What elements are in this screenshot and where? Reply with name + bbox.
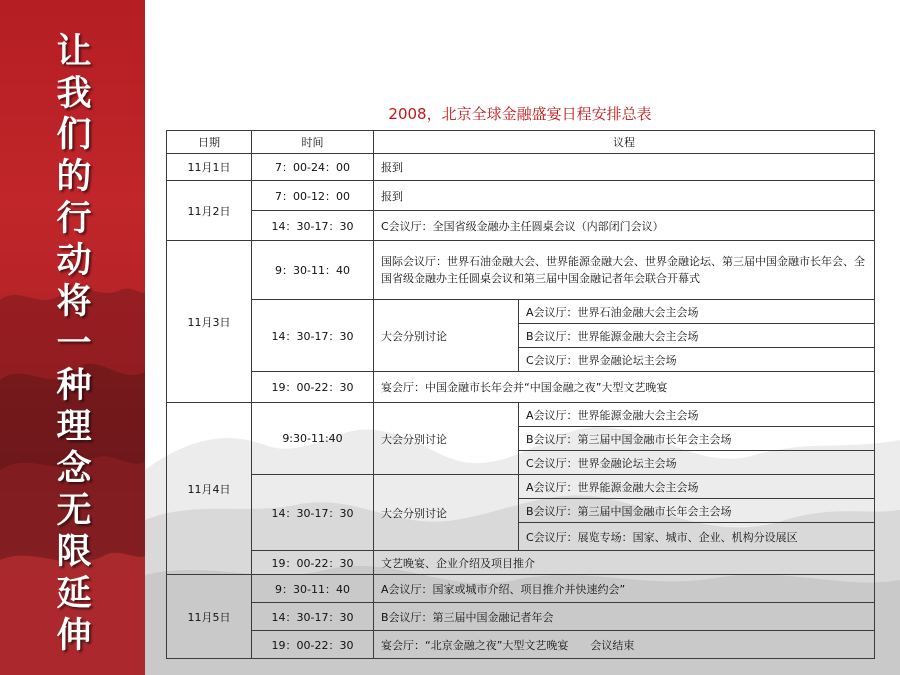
time-cell: 19：00-22：30 bbox=[252, 631, 374, 659]
slogan-char: 延 bbox=[56, 574, 92, 615]
time-cell: 14：30-17：30 bbox=[252, 475, 374, 551]
slogan-char: 们 bbox=[56, 115, 92, 156]
agenda-cell: 报到 bbox=[374, 181, 875, 211]
slogan-char: 理 bbox=[56, 407, 92, 448]
header-row bbox=[167, 131, 875, 154]
slogan-char: 无 bbox=[56, 490, 92, 531]
table-row bbox=[167, 475, 875, 499]
time-cell: 14：30-17：30 bbox=[252, 211, 374, 241]
table-row bbox=[167, 211, 875, 241]
table-row bbox=[167, 603, 875, 631]
date-cell: 11月3日 bbox=[167, 241, 252, 403]
time-cell: 19：00-22：30 bbox=[252, 551, 374, 575]
schedule-table bbox=[166, 130, 875, 659]
session-cell: 大会分别讨论 bbox=[374, 300, 519, 372]
hall-cell: B会议厅：第三届中国金融市长年会主会场 bbox=[519, 499, 875, 523]
slogan-char: 伸 bbox=[56, 615, 92, 656]
agenda-cell: 宴会厅：“北京金融之夜”大型文艺晚宴 会议结束 bbox=[374, 631, 875, 659]
table-row bbox=[167, 241, 875, 300]
agenda-cell: 文艺晚宴、企业介绍及项目推介 bbox=[374, 551, 875, 575]
hall-cell: A会议厅：世界石油金融大会主会场 bbox=[519, 300, 875, 324]
hall-cell: A会议厅：世界能源金融大会主会场 bbox=[519, 475, 875, 499]
table-row bbox=[167, 403, 875, 427]
time-cell: 14：30-17：30 bbox=[252, 300, 374, 372]
slogan-char: 将 bbox=[56, 282, 92, 323]
slogan-char: 种 bbox=[56, 365, 92, 406]
time-cell: 9：30-11：40 bbox=[252, 241, 374, 300]
slogan-char: 的 bbox=[56, 157, 92, 198]
date-cell: 11月5日 bbox=[167, 575, 252, 659]
session-cell: 大会分别讨论 bbox=[374, 475, 519, 551]
hall-cell: B会议厅：第三届中国金融市长年会主会场 bbox=[519, 427, 875, 451]
slogan-char: 一 bbox=[56, 323, 92, 364]
header-date: 日期 bbox=[167, 131, 252, 154]
time-cell: 14：30-17：30 bbox=[252, 603, 374, 631]
table-row bbox=[167, 551, 875, 575]
agenda-cell: C会议厅：全国省级金融办主任圆桌会议（内部闭门会议） bbox=[374, 211, 875, 241]
hall-cell: C会议厅：世界金融论坛主会场 bbox=[519, 348, 875, 372]
vertical-slogan bbox=[50, 32, 98, 658]
table-row bbox=[167, 372, 875, 403]
slogan-char: 行 bbox=[56, 198, 92, 239]
date-cell: 11月1日 bbox=[167, 154, 252, 181]
table-row bbox=[167, 631, 875, 659]
hall-cell: C会议厅：展览专场：国家、城市、企业、机构分设展区 bbox=[519, 523, 875, 551]
time-cell: 7：00-24：00 bbox=[252, 154, 374, 181]
time-cell: 7：00-12：00 bbox=[252, 181, 374, 211]
agenda-cell: 报到 bbox=[374, 154, 875, 181]
slogan-char: 我 bbox=[56, 73, 92, 114]
date-cell: 11月4日 bbox=[167, 403, 252, 575]
table-row bbox=[167, 300, 875, 324]
slogan-char: 让 bbox=[56, 32, 92, 72]
time-cell: 9:30-11:40 bbox=[252, 403, 374, 475]
date-cell: 11月2日 bbox=[167, 181, 252, 241]
hall-cell: A会议厅：世界能源金融大会主会场 bbox=[519, 403, 875, 427]
hall-cell: C会议厅：世界金融论坛主会场 bbox=[519, 451, 875, 475]
agenda-cell: A会议厅：国家或城市介绍、项目推介并快速约会” bbox=[374, 575, 875, 603]
red-sidebar bbox=[0, 0, 145, 675]
agenda-cell: 宴会厅：中国金融市长年会并“中国金融之夜”大型文艺晚宴 bbox=[374, 372, 875, 403]
page-title: 2008，北京全球金融盛宴日程安排总表 bbox=[388, 105, 652, 123]
table-row bbox=[167, 181, 875, 211]
time-cell: 19：00-22：30 bbox=[252, 372, 374, 403]
slogan-char: 动 bbox=[56, 240, 92, 281]
slogan-char: 念 bbox=[56, 449, 92, 490]
header-agenda: 议程 bbox=[374, 131, 875, 154]
header-time: 时间 bbox=[252, 131, 374, 154]
time-cell: 9：30-11：40 bbox=[252, 575, 374, 603]
hall-cell: B会议厅：世界能源金融大会主会场 bbox=[519, 324, 875, 348]
agenda-cell: B会议厅：第三届中国金融记者年会 bbox=[374, 603, 875, 631]
table-row bbox=[167, 154, 875, 181]
agenda-cell: 国际会议厅：世界石油金融大会、世界能源金融大会、世界金融论坛、第三届中国金融市长年会、全国省级金融办主任圆桌会议和第三届中国金融记者年会联合开幕式 bbox=[374, 241, 875, 300]
table-row bbox=[167, 575, 875, 603]
session-cell: 大会分别讨论 bbox=[374, 403, 519, 475]
slogan-char: 限 bbox=[56, 532, 92, 573]
